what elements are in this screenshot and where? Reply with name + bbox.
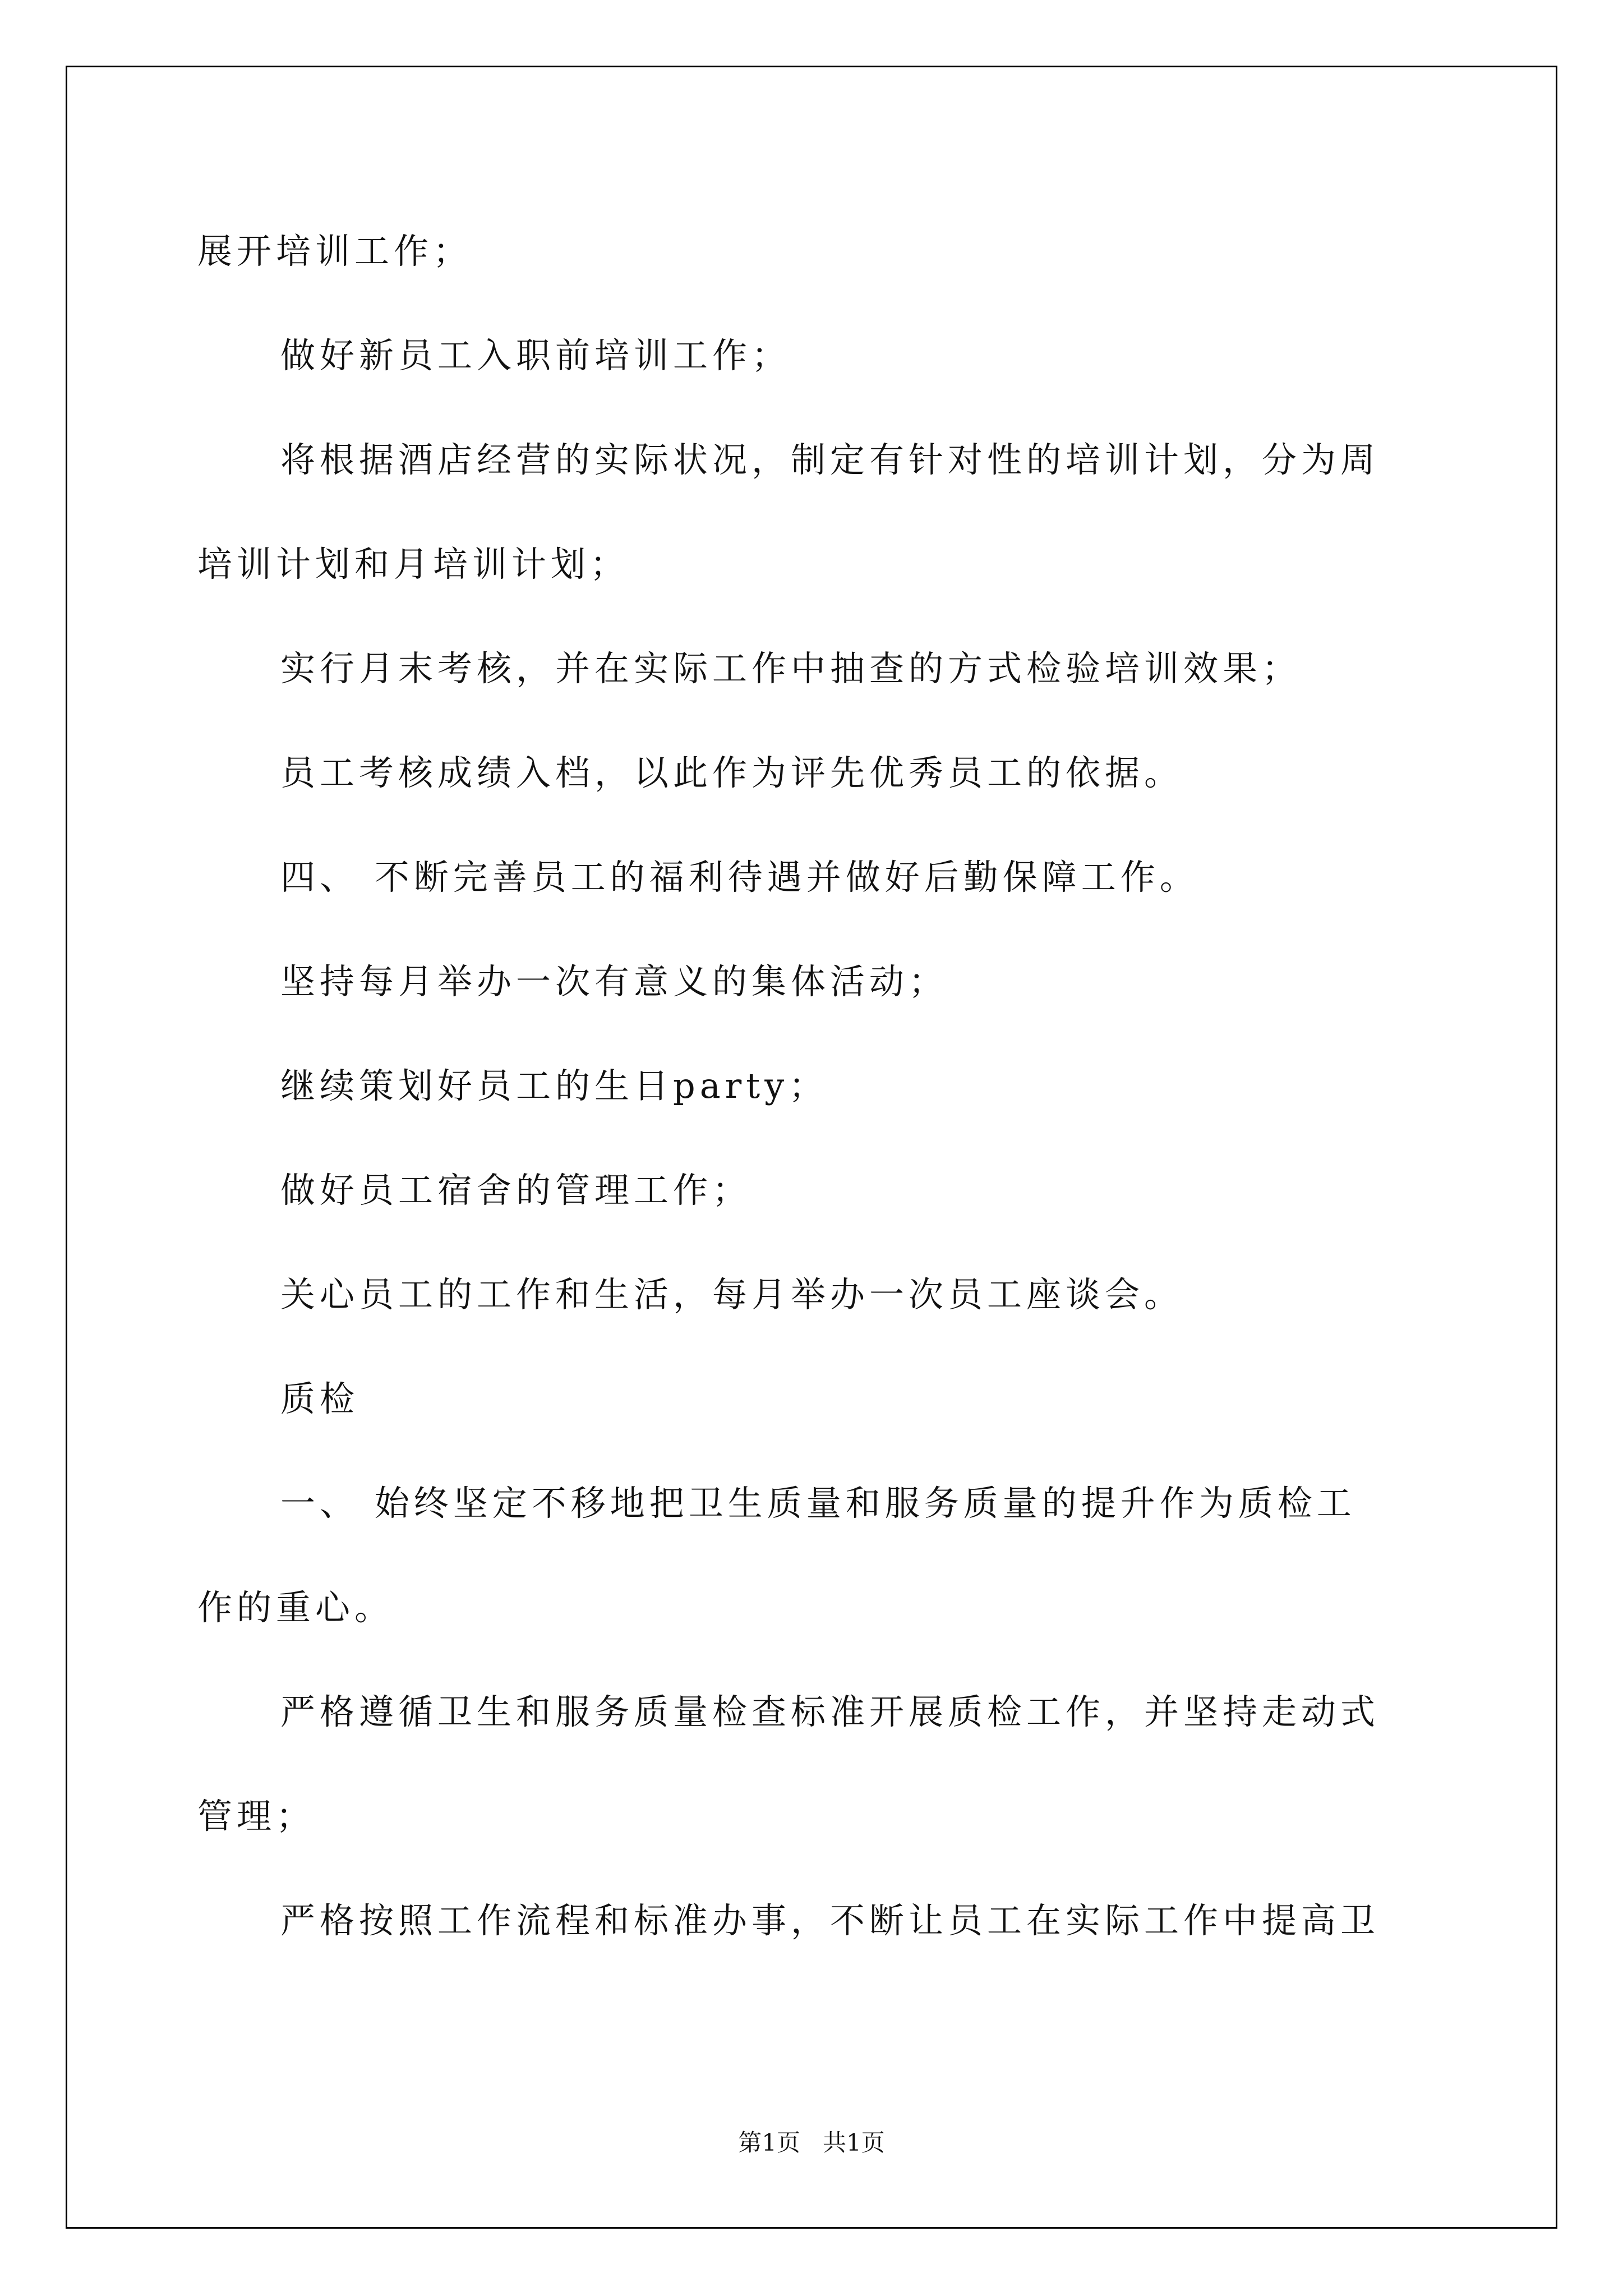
section-heading: 一、 始终坚定不移地把卫生质量和服务质量的提升作为质检工 xyxy=(280,1483,1356,1524)
body-text-line: 做好新员工入职前培训工作； xyxy=(280,335,791,376)
body-text-line: 做好员工宿舍的管理工作； xyxy=(280,1170,752,1211)
section-heading: 质检 xyxy=(280,1378,359,1419)
body-text-line: 管理； xyxy=(197,1796,316,1837)
body-text-line: 将根据酒店经营的实际状况，制定有针对性的培训计划，分为周 xyxy=(280,439,1380,480)
body-text-line: 关心员工的工作和生活，每月举办一次员工座谈会。 xyxy=(280,1274,1184,1315)
body-text-line: 继续策划好员工的生日party； xyxy=(280,1065,828,1106)
total-page-count: 共1页 xyxy=(823,2129,885,2156)
body-text-line: 培训计划和月培训计划； xyxy=(197,544,630,585)
body-text-line: 展开培训工作； xyxy=(197,231,473,272)
body-text-line: 员工考核成绩入档，以此作为评先优秀员工的依据。 xyxy=(280,752,1184,793)
body-text-line: 严格遵循卫生和服务质量检查标准开展质检工作，并坚持走动式 xyxy=(280,1691,1380,1732)
body-text-line: 实行月末考核，并在实际工作中抽查的方式检验培训效果； xyxy=(280,648,1302,689)
section-heading: 四、 不断完善员工的福利待遇并做好后勤保障工作。 xyxy=(280,857,1199,898)
body-text-line: 严格按照工作流程和标准办事，不断让员工在实际工作中提高卫 xyxy=(280,1900,1380,1941)
body-text-line: 坚持每月举办一次有意义的集体活动； xyxy=(280,961,948,1002)
body-text-line: 作的重心。 xyxy=(197,1587,394,1628)
page-footer xyxy=(0,2127,1623,2159)
current-page-number: 第1页 xyxy=(738,2129,800,2156)
